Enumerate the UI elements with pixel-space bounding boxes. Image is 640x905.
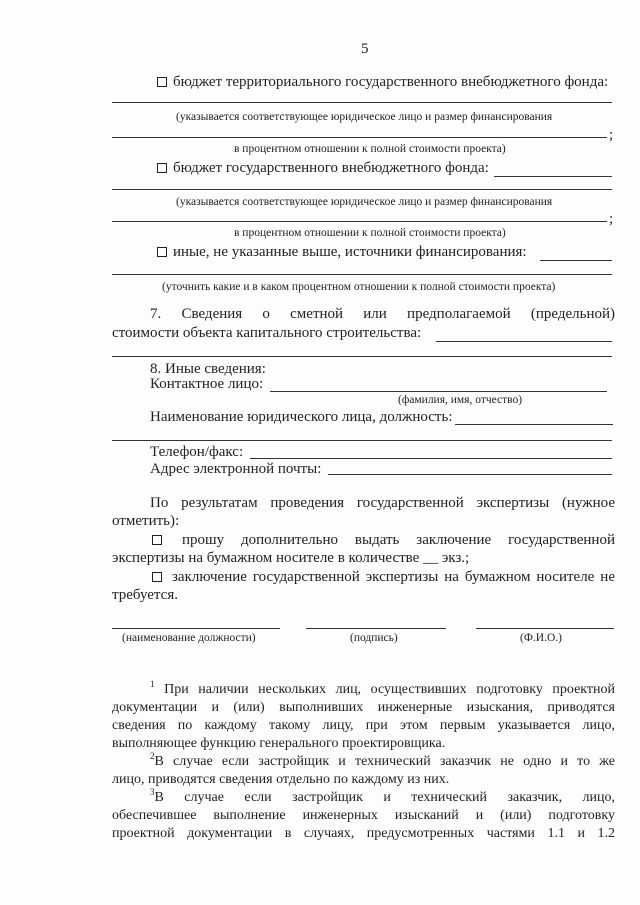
territorial-fund-hint-2: в процентном отношении к полной стоимости проекта) [234,143,506,155]
paper-copy-line-2: экспертизы на бумажном носителе в количестве __ экз.; [112,550,470,566]
section8-title: 8. Иные сведения: [150,361,266,377]
option-no-paper-row [152,570,615,585]
footnote-3-mark: 3 [150,787,155,797]
other-sources-label: иные, не указанные выше, источники финансирования: [173,244,527,260]
contact-person-label: Контактное лицо: [150,376,264,392]
section7-input-line[interactable] [112,356,612,357]
checkbox-row-territorial-fund [157,75,608,90]
contact-person-hint: (фамилия, имя, отчество) [398,394,523,406]
results-line-2: отметить): [112,513,180,529]
footnote-1-line-3: сведения по каждому такому лицу, при этом первым указывается лицо, [112,718,615,733]
territorial-fund-hint-1: (указывается соответствующее юридическое лицо и размер финансирования [176,111,553,123]
phone-input[interactable] [250,458,612,459]
contact-person-input[interactable] [270,391,607,392]
footnote-2-line-1: $^2$В случае если застройщик и технический заказчик не одно и то же [150,751,615,769]
signature-line[interactable] [306,628,446,629]
state-fund-hint-2: в процентном отношении к полной стоимости проекта) [234,227,506,239]
footnote-2-mark: 2 [150,751,155,761]
other-sources-input-line[interactable] [112,274,612,275]
territorial-fund-semicolon: ; [609,127,614,143]
state-fund-input-line-2[interactable] [112,221,607,222]
state-fund-label: бюджет государственного внебюджетного фонда: [173,160,489,176]
checkbox-row-state-fund [157,161,489,176]
other-sources-checkbox[interactable] [157,247,167,257]
footnote-1-line-1: $^1$ При наличии нескольких лиц, осуществивших подготовку проектной [150,679,615,697]
position-line[interactable] [112,628,280,629]
results-line-1: По результатам проведения государственной экспертизы (нужное [150,495,615,511]
footnote-3-line-3: проектной документации в случаях, предусмотренных частями 1.1 и 1.2 [112,826,615,841]
checkbox-row-other-sources [157,245,527,260]
org-name-input-line[interactable] [112,440,612,441]
footnote-1-line-4: выполняющее функцию генерального проектировщика. [112,736,446,751]
footnote-1-mark: 1 [150,679,155,689]
state-fund-inline-line[interactable] [494,176,612,177]
footnote-3-line-1: $^3$В случае если застройщик и технический заказчик, лицо, [150,787,615,805]
option-paper-copy-row [152,533,615,548]
territorial-fund-input-line-1[interactable] [112,102,612,103]
territorial-fund-label: бюджет территориального государственного внебюджетного фонда: [173,74,609,90]
section7-line-2: стоимости объекта капитального строительства: [112,325,422,341]
email-input[interactable] [328,474,612,475]
footnote-1-line-2: документации и (или) выполнивших инженерные изыскания, приводятся [112,700,615,715]
paper-copy-checkbox[interactable] [152,535,162,545]
state-fund-hint-1: (указывается соответствующее юридическое лицо и размер финансирования [176,196,553,208]
name-line[interactable] [476,628,614,629]
page-number: 5 [361,41,369,57]
state-fund-checkbox[interactable] [157,163,167,173]
section7-line-1: 7. Сведения о сметной или предполагаемой (предельной) [150,306,615,322]
org-name-inline-input[interactable] [455,424,613,425]
other-sources-hint: (уточнить какие и в каком процентном отношении к полной стоимости проекта) [162,281,556,293]
no-paper-line-1: заключение государственной экспертизы на бумажном носителе не [172,569,615,585]
no-paper-checkbox[interactable] [152,572,162,582]
footnote-3-line-2: обеспечившее выполнение инженерных изысканий и (или) подготовку [112,808,615,823]
phone-label: Телефон/факс: [150,444,244,460]
paper-copy-line-1: прошу дополнительно выдать заключение государственной [182,532,615,548]
name-caption: (Ф.И.О.) [520,632,562,644]
other-sources-inline-line[interactable] [540,260,612,261]
state-fund-semicolon: ; [609,211,614,227]
state-fund-input-line-1[interactable] [112,189,612,190]
footnote-2-line-2: лицо, приводятся сведения отдельно по каждому из них. [112,772,450,787]
no-paper-line-2: требуется. [112,587,178,603]
territorial-fund-input-line-2[interactable] [112,137,607,138]
email-label: Адрес электронной почты: [150,461,322,477]
territorial-fund-checkbox[interactable] [157,77,167,87]
org-name-label: Наименование юридического лица, должность: [150,409,453,425]
section7-inline-line[interactable] [436,341,612,342]
position-caption: (наименование должности) [122,632,256,644]
signature-caption: (подпись) [350,632,398,644]
